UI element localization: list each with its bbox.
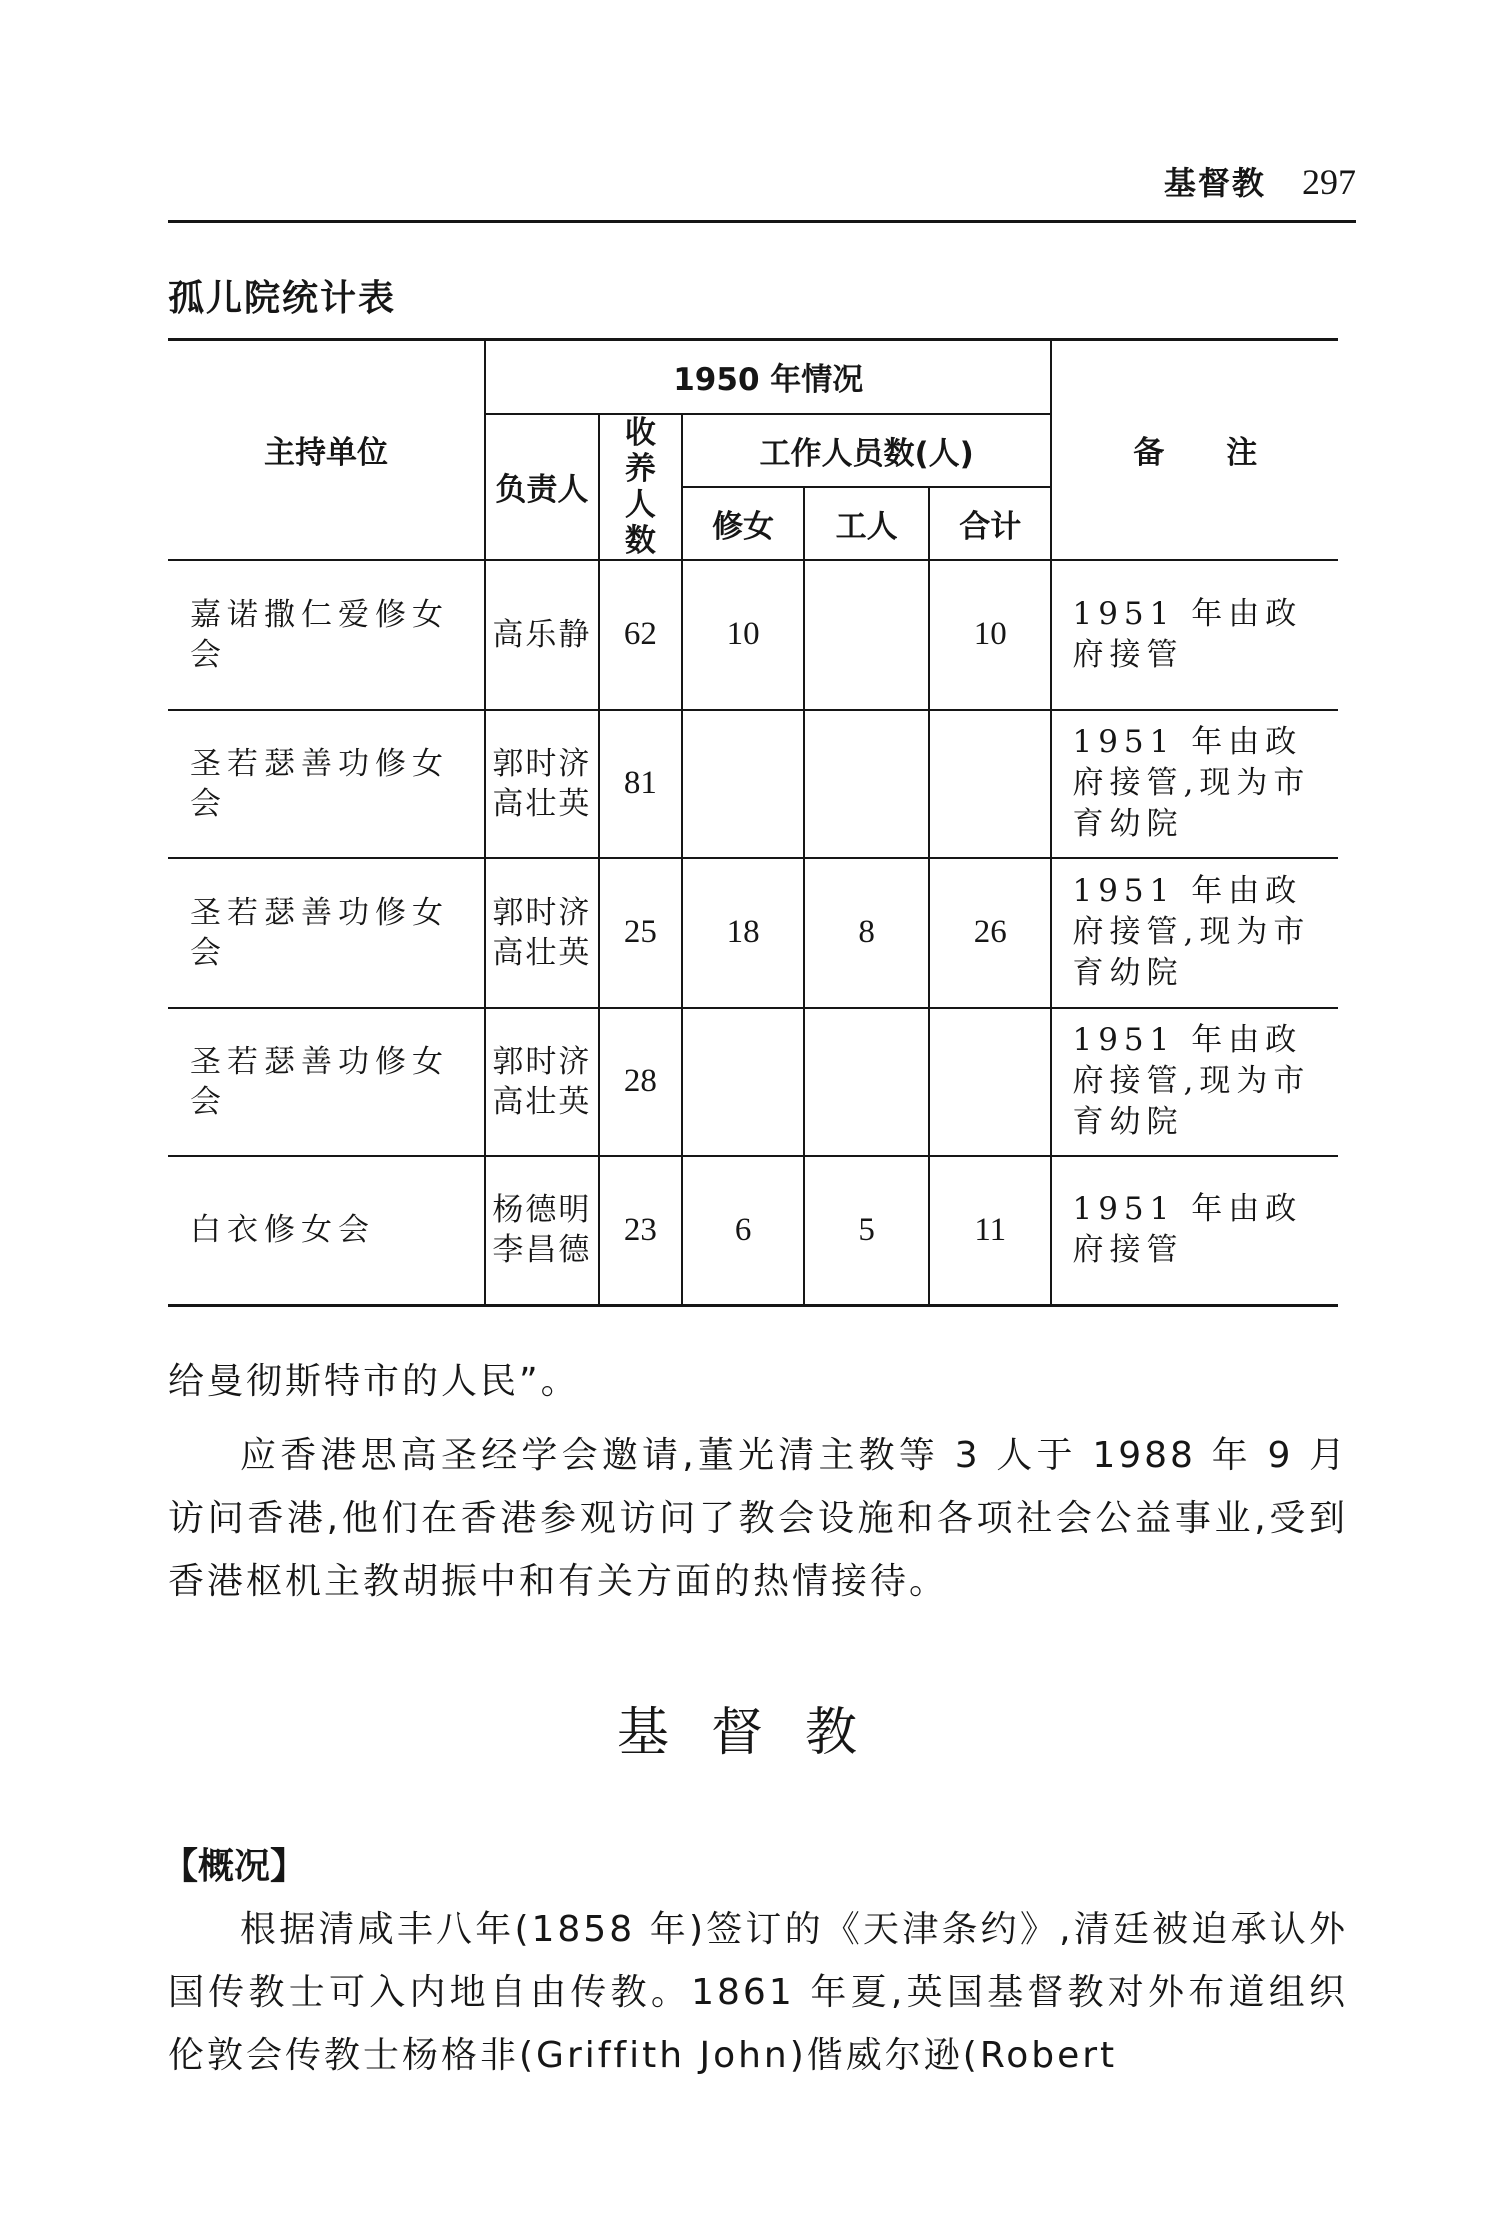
- cell-nuns: 18: [682, 858, 804, 1008]
- paragraph-overview: 根据清咸丰八年(1858 年)签订的《天津条约》,清廷被迫承认外国传教士可入内地自由传教。1861 年夏,英国基督教对外布道组织伦敦会传教士杨格非(Griffith John)偕威尔逊(Robert: [168, 1909, 1348, 2076]
- cell-org: 圣若瑟善功修女会: [168, 710, 485, 858]
- header-nuns: 修女: [682, 487, 804, 560]
- header-workers: 工人: [804, 487, 929, 560]
- cell-workers: [804, 560, 929, 710]
- header-rule: [168, 220, 1356, 223]
- cell-org: 白衣修女会: [168, 1156, 485, 1306]
- cell-children: 28: [599, 1008, 682, 1156]
- table-row: [168, 1008, 1338, 1156]
- subsection-heading: 【概况】: [162, 1846, 307, 1887]
- header-total: 合计: [929, 487, 1052, 560]
- cell-remark: 1951 年由政府接管,现为市育幼院: [1051, 710, 1338, 858]
- cell-nuns: [682, 1008, 804, 1156]
- cell-total: 10: [929, 560, 1052, 710]
- cell-total: [929, 710, 1052, 858]
- section-title: 基督教: [616, 1703, 899, 1763]
- table-row: [168, 1156, 1338, 1306]
- table-row: [168, 858, 1338, 1008]
- header-children-text: 收养人数: [624, 414, 656, 559]
- cell-total: 11: [929, 1156, 1052, 1306]
- header-remarks: 备 注: [1051, 340, 1338, 560]
- cell-person: 杨德明 李昌德: [485, 1156, 599, 1306]
- cell-workers: [804, 1008, 929, 1156]
- header-section-name: 基督教: [1163, 164, 1266, 202]
- cell-org: 圣若瑟善功修女会: [168, 1008, 485, 1156]
- cell-nuns: [682, 710, 804, 858]
- header-staff-group: 工作人员数(人): [682, 414, 1052, 487]
- cell-workers: [804, 710, 929, 858]
- cell-total: [929, 1008, 1052, 1156]
- header-person-in-charge: 负责人: [485, 414, 599, 560]
- paragraph-hk-visit: 应香港思高圣经学会邀请,董光清主教等 3 人于 1988 年 9 月访问香港,他们在香港参观访问了教会设施和各项社会公益事业,受到香港枢机主教胡振中和有关方面的热情接待。: [168, 1435, 1348, 1602]
- cell-children: 23: [599, 1156, 682, 1306]
- cell-person: 郭时济 高壮英: [485, 1008, 599, 1156]
- cell-children: 25: [599, 858, 682, 1008]
- cell-person: 高乐静: [485, 560, 599, 710]
- cell-remark: 1951 年由政府接管: [1051, 560, 1338, 710]
- cell-org: 圣若瑟善功修女会: [168, 858, 485, 1008]
- cell-total: 26: [929, 858, 1052, 1008]
- cell-workers: 5: [804, 1156, 929, 1306]
- table-row: [168, 710, 1338, 858]
- paragraph-continued: 给曼彻斯特市的人民”。: [168, 1361, 580, 1402]
- cell-remark: 1951 年由政府接管: [1051, 1156, 1338, 1306]
- table-row: [168, 560, 1338, 710]
- cell-nuns: 10: [682, 560, 804, 710]
- cell-children: 81: [599, 710, 682, 858]
- page-number: 297: [1302, 162, 1356, 202]
- header-org: 主持单位: [168, 340, 485, 560]
- cell-children: 62: [599, 560, 682, 710]
- table-title: 孤儿院统计表: [168, 278, 397, 319]
- cell-remark: 1951 年由政府接管,现为市育幼院: [1051, 1008, 1338, 1156]
- cell-remark: 1951 年由政府接管,现为市育幼院: [1051, 858, 1338, 1008]
- orphanage-table: [168, 338, 1338, 1307]
- cell-person: 郭时济 高壮英: [485, 858, 599, 1008]
- header-year-group: 1950 年情况: [485, 340, 1051, 414]
- cell-person: 郭时济 高壮英: [485, 710, 599, 858]
- running-header: [168, 158, 1356, 204]
- cell-workers: 8: [804, 858, 929, 1008]
- cell-org: 嘉诺撒仁爱修女会: [168, 560, 485, 710]
- cell-nuns: 6: [682, 1156, 804, 1306]
- header-children: [599, 414, 682, 560]
